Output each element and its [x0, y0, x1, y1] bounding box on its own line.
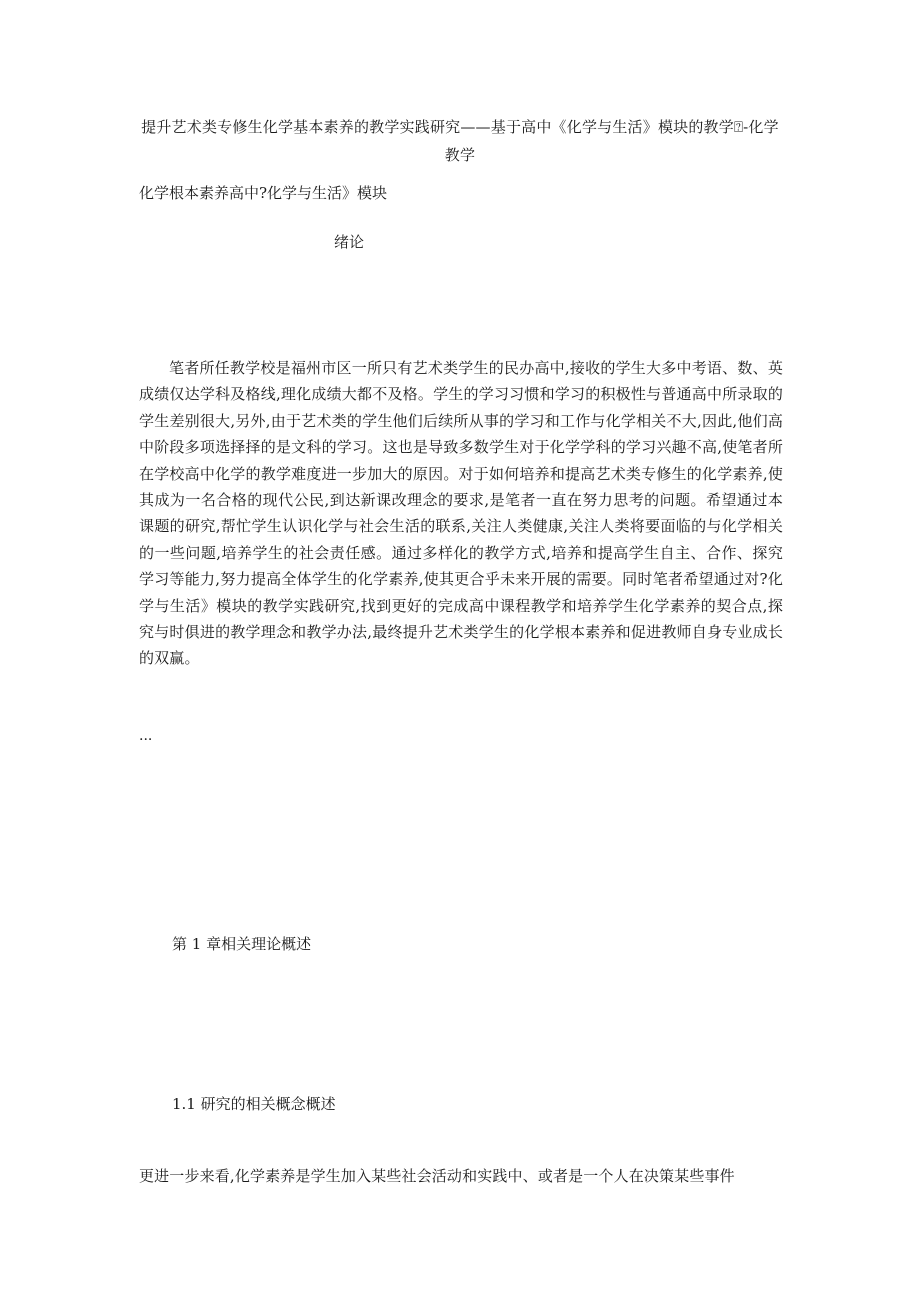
- keywords-line: 化学根本素养高中?化学与生活》模块: [139, 184, 388, 202]
- document-title: 提升艺术类专修生化学基本素养的教学实践研究——基于高中《化学与生活》模块的教学⍰-化学教学: [141, 118, 779, 164]
- ellipsis-marker: ...: [139, 728, 153, 744]
- section-heading: 1.1 研究的相关概念概述: [172, 1095, 336, 1113]
- chapter-heading: 第 1 章相关理论概述: [172, 935, 312, 953]
- tail-paragraph: 更进一步来看,化学素养是学生加入某些社会活动和实践中、或者是一个人在决策某些事件: [139, 1167, 735, 1185]
- intro-paragraph: 笔者所任教学校是福州市区一所只有艺术类学生的民办高中,接收的学生大多中考语、数、英成绩仅达学科及格线,理化成绩大都不及格。学生的学习习惯和学习的积极性与普通高中所录取的学生差别很大,另外,由于艺术类的学生他们后续所从事的学习和工作与化学相关不大,因此,他们高中阶段多项选择择的是文科的学习。这也是导致多数学生对于化学学科的学习兴趣不高,使笔者所在学校高中化学的教学难度进一步加大的原因。对于如何培养和提高艺术类专修生的化学素养,使其成为一名合格的现代公民,到达新课改理念的要求,是笔者一直在努力思考的问题。希望通过本课题的研究,帮忙学生认识化学与社会生活的联系,关注人类健康,关注人类将要面临的与化学相关的一些问题,培养学生的社会责任感。通过多样化的教学方式,培养和提高学生自主、合作、探究学习等能力,努力提高全体学生的化学素养,使其更合乎未来开展的需要。同时笔者希望通过对?化学与生活》模块的教学实践研究,找到更好的完成高中课程教学和培养学生化学素养的契合点,探究与时俱进的教学理念和教学办法,最终提升艺术类学生的化学根本素养和促进教师自身专业成长的双赢。: [139, 359, 783, 668]
- intro-heading: 绪论: [334, 233, 365, 251]
